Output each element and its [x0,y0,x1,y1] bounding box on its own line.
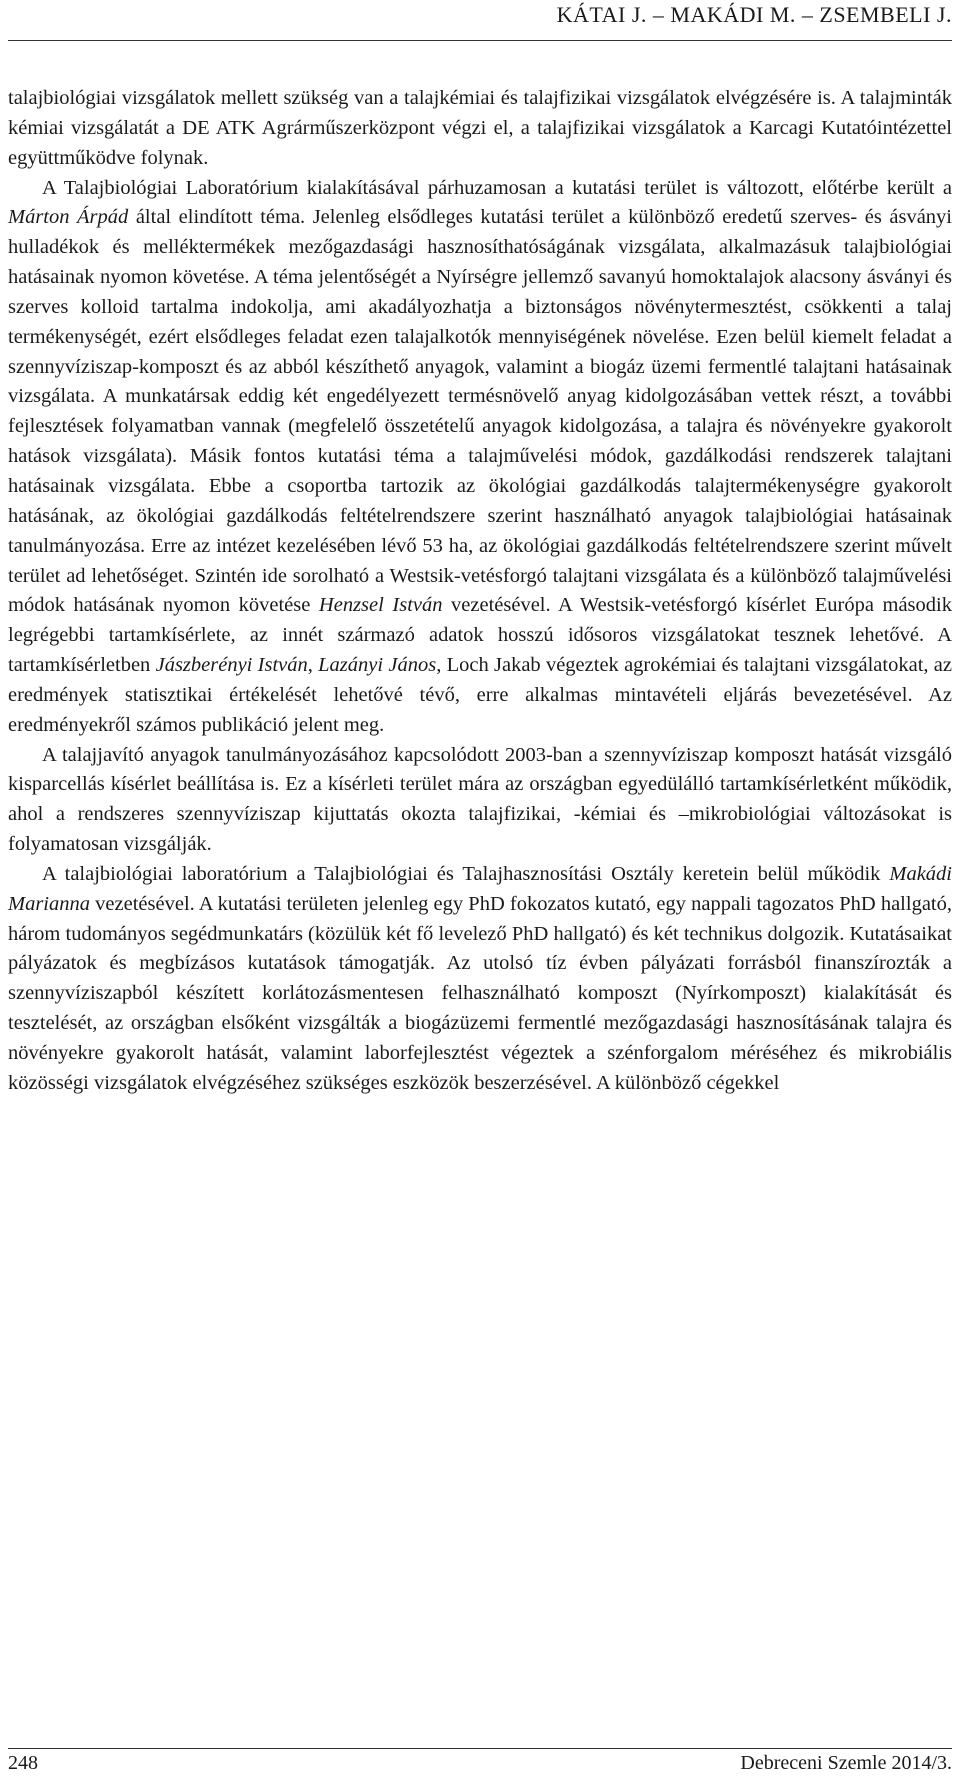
page-number: 248 [8,1752,38,1774]
running-header: KÁTAI J. – MAKÁDI M. – ZSEMBELI J. [556,2,952,27]
paragraph [8,174,952,741]
person-name: Jászberényi István [155,654,308,677]
text-run: A Talajbiológiai Laboratórium kialakításával párhuzamosan a kutatási terület is változott, előtérbe került a [42,176,952,199]
person-name: Márton Árpád [8,206,129,229]
person-name: Henzsel István [318,594,443,617]
text-run: talajbiológiai vizsgálatok mellett szükség van a talajkémiai és talajfizikai vizsgálatok elvégzésére is. A talajminták kémiai vizsgálatát a DE ATK Agrárműszerközpont végzi el, a talajfizikai vizsgálatok a Karcagi Kutatóintézettel együttműködve folynak. [8,87,952,169]
text-run: A talajjavító anyagok tanulmányozásához kapcsolódott 2003-ban a szennyvíziszap komposzt hatását vizsgáló kisparcellás kísérlet beállítása is. Ez a kísérleti terület mára az országban egyedülálló tartamkísérletként működik, ahol a rendszeres szennyvíziszap kijuttatás okozta talajfizikai, -kémiai és –mikrobiológiai változásokat is folyamatosan vizsgálják. [8,743,952,856]
person-name: Lazányi János [318,654,437,677]
body-text [8,84,952,1099]
paragraph [8,84,952,174]
text-run: által elindított téma. Jelenleg elsődleges kutatási terület a különböző eredetű szerves- és ásványi hulladékok és melléktermékek mezőgazdasági hasznosíthatóságának vizsgálata, alkalmazásuk talajbiológiai hatásainak nyomon követése. A téma jelentőségét a Nyírségre jellemző savanyú homoktalajok alacsony ásványi és szerves kolloid tartalma indokolja, ami akadályozhatja a biztonságos növénytermesztést, csökkenti a talaj termékenységét, ezért elsődleges feladat ezen talajalkotók mennyiségének növelése. Ezen belül kiemelt feladat a szennyvíziszap-komposzt és az abból készíthető anyagok, valamint a biogáz üzemi fermentlé talajtani hatásainak vizsgálata. A munkatársak eddig két engedélyezett termésnövelő anyag kidolgozásában vettek részt, a további fejlesztések folyamatban vannak (megfelelő összetételű anyagok kidolgozása, a talajra és növényekre gyakorolt hatások vizsgálata). Másik fontos kutatási téma a talajművelési módok, gazdálkodási rendszerek talajtani hatásainak vizsgálata. Ebbe a csoportba tartozik az ökológiai gazdálkodás talajtermékenységre gyakorolt hatásának, az ökológiai gazdálkodás feltételrendszere szerint használható anyagok talajbiológiai hatásainak tanulmányozása. Erre az intézet kezelésében lévő 53 ha, az ökológiai gazdálkodás feltételrendszere szerint művelt terület ad lehetőséget. Szintén ide sorolható a Westsik-vetésforgó talajtani vizsgálata és a különböző talajművelési módok hatásának nyomon követése [8,206,953,617]
paragraph [8,741,952,860]
text-run: , [307,654,319,677]
text-run: A talajbiológiai laboratórium a Talajbiológiai és Talajhasznosítási Osztály keretein belül működik [42,862,890,885]
text-run: , Loch Jakab végeztek agrokémiai és talajtani vizsgálatokat, az eredmények statisztikai értékelését lehetővé tévő, erre alkalmas mintavételi eljárás bevezetésével. Az eredményekről számos publikáció jelent meg. [8,654,952,736]
text-run: vezetésével. A Westsik-vetésforgó kísérlet Európa második legrégebbi tartamkísérlete, az innét származó adatok hosszú idősoros vizsgálatokat tesznek lehetővé. A tartamkísérletben [8,594,952,677]
paragraph [8,860,952,1099]
header-divider [8,40,952,41]
person-name: Makádi Marianna [8,862,952,915]
text-run: vezetésével. A kutatási területen jelenleg egy PhD fokozatos kutató, egy nappali tagozatos PhD hallgató, három tudományos segédmunkatárs (közülük két fő levelező PhD hallgató) és két technikus dolgozik. Kutatásaikat pályázatok és megbízásos kutatások támogatják. Az utolsó tíz évben pályázati forrásból finanszírozták a szennyvíziszapból készített korlátozásmentesen felhasználható komposzt (Nyírkomposzt) kialakítását és tesztelését, az országban elsőként vizsgálták a biogázüzemi fermentlé mezőgazdasági hasznosításának talajra és növényekre gyakorolt hatását, valamint laborfejlesztést végeztek a szénforgalom méréséhez és mikrobiális közösségi vizsgálatok elvégzéséhez szükséges eszközök beszerzésével. A különböző cégekkel [8,892,952,1094]
journal-issue: Debreceni Szemle 2014/3. [740,1752,952,1774]
footer-divider [8,1748,952,1749]
